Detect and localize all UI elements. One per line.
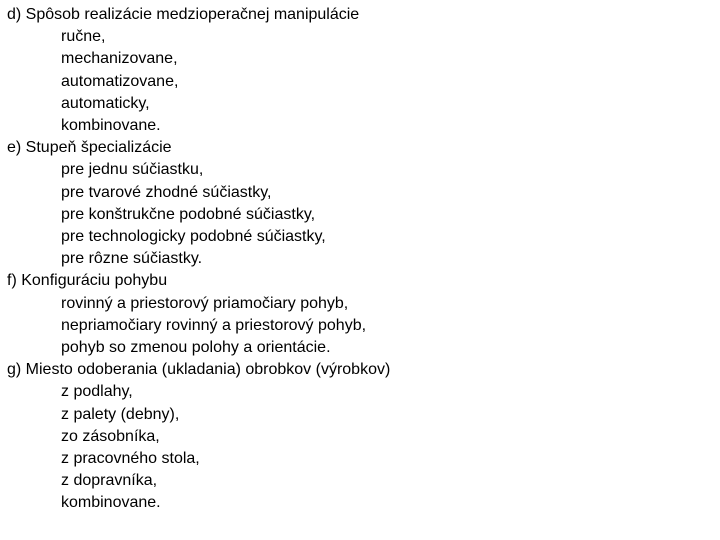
section-f xyxy=(7,270,390,359)
list-item: rovinný a priestorový priamočiary pohyb, xyxy=(61,294,349,312)
list-item: automaticky, xyxy=(61,94,150,112)
list-item: pohyb so zmenou polohy a orientácie. xyxy=(61,339,331,357)
section-heading: f) Konfiguráciu pohybu xyxy=(7,272,168,290)
list-item: pre tvarové zhodné súčiastky, xyxy=(61,183,272,201)
list-item: z pracovného stola, xyxy=(61,450,200,468)
section-heading: d) Spôsob realizácie medzioperačnej manipulácie xyxy=(7,6,360,23)
list-item: kombinovane. xyxy=(61,494,161,512)
list-item: z podlahy, xyxy=(61,383,133,401)
section-e xyxy=(7,137,390,270)
list-item: z palety (debny), xyxy=(61,405,180,423)
list-item: z dopravníka, xyxy=(61,472,158,490)
list-item: ručne, xyxy=(61,28,106,46)
section-heading: g) Miesto odoberania (ukladania) obrobkov (výrobkov) xyxy=(7,361,391,379)
list-item: nepriamočiary rovinný a priestorový pohyb, xyxy=(61,316,367,334)
list-item: pre rôzne súčiastky. xyxy=(61,250,203,268)
section-d xyxy=(7,4,390,137)
list-item: pre konštrukčne podobné súčiastky, xyxy=(61,205,316,223)
section-g xyxy=(7,359,390,514)
list-item: mechanizovane, xyxy=(61,50,178,68)
list-item: zo zásobníka, xyxy=(61,427,160,445)
list-item: pre jednu súčiastku, xyxy=(61,161,204,179)
list-item: automatizovane, xyxy=(61,72,179,90)
slide-content xyxy=(7,4,390,515)
section-heading: e) Stupeň špecializácie xyxy=(7,139,172,157)
list-item: kombinovane. xyxy=(61,117,161,135)
list-item: pre technologicky podobné súčiastky, xyxy=(61,228,326,246)
